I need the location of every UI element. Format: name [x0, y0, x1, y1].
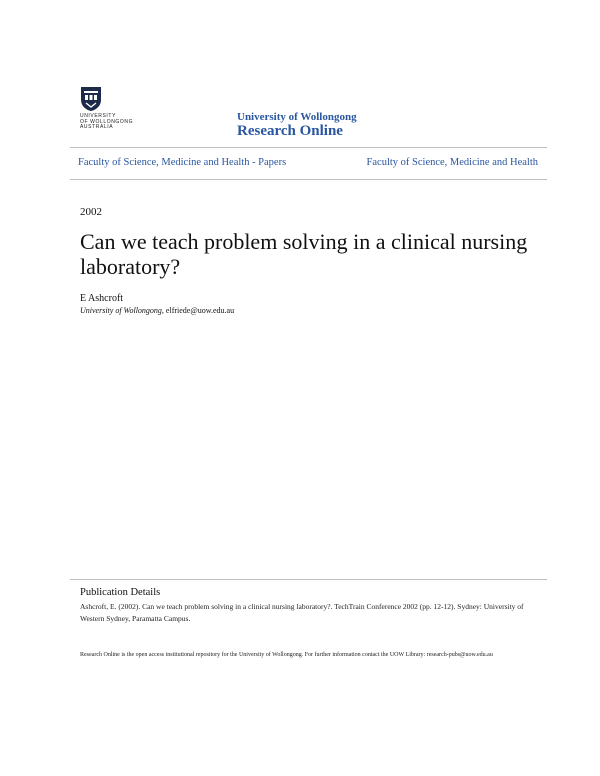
publication-year: 2002 — [80, 206, 102, 218]
repository-footer: Research Online is the open access institutional repository for the University of Wollongong. For further information contact the UOW Library: research-pubs@uow.edu.au — [80, 652, 493, 658]
author-affiliation — [80, 306, 234, 315]
paper-title: Can we teach problem solving in a clinical nursing laboratory? — [80, 229, 528, 279]
publication-citation: Ashcroft, E. (2002). Can we teach problem solving in a clinical nursing laboratory?. TechTrain Conference 2002 (pp. 12-12). Sydney: University of Western Sydney, Paramatta Campus. — [80, 602, 524, 623]
logo-wordmark: UNIVERSITY OF WOLLONGONG AUSTRALIA — [80, 113, 134, 131]
faculty-papers-link[interactable]: Faculty of Science, Medicine and Health - Papers — [78, 157, 287, 168]
publication-details-heading: Publication Details — [80, 587, 161, 598]
faculty-link[interactable]: Faculty of Science, Medicine and Health — [366, 157, 538, 168]
repository-name[interactable]: Research Online — [237, 123, 343, 139]
author-name: E Ashcroft — [80, 293, 124, 304]
affiliation-name: University of Wollongong — [80, 306, 162, 315]
divider-nav — [70, 179, 547, 180]
repository-university[interactable]: University of Wollongong — [237, 111, 357, 123]
author-email[interactable]: , elfriede@uow.edu.au — [161, 306, 235, 315]
repository-title[interactable] — [237, 111, 357, 140]
divider-details — [70, 579, 547, 580]
university-crest-icon — [80, 86, 102, 112]
divider-top — [70, 147, 547, 148]
